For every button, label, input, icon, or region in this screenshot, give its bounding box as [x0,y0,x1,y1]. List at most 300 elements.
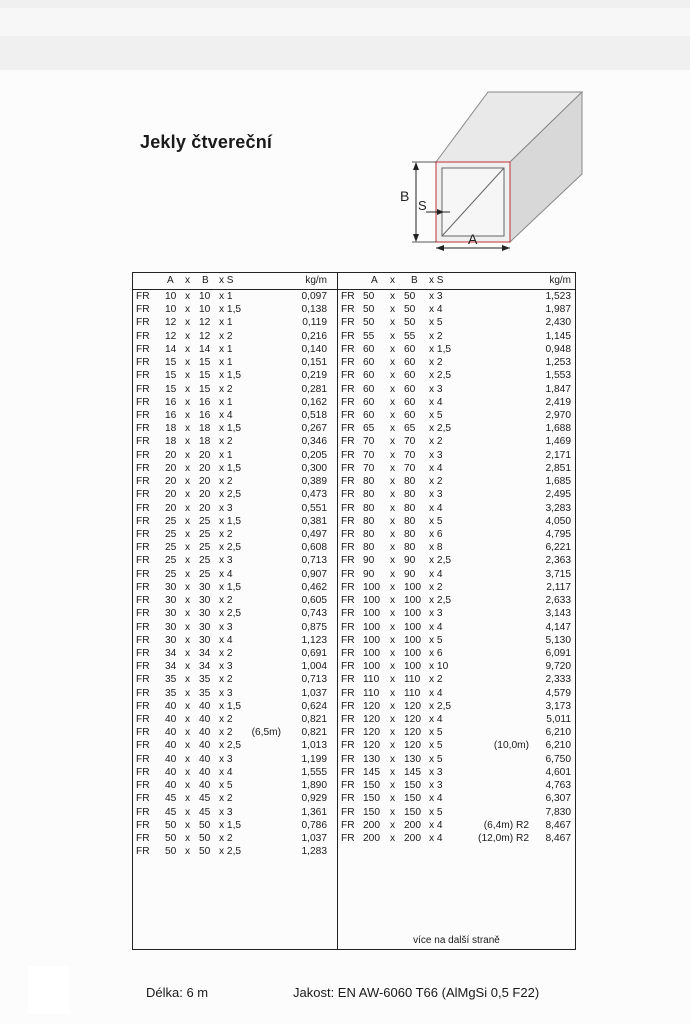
cell-s: x 10 [429,661,449,673]
cell-prefix: FR [341,661,355,673]
cell-s: x 4 [219,766,233,778]
cell-s: x 4 [429,396,443,408]
cell-b: 40 [199,714,211,726]
cell-a: 15 [165,357,177,369]
header-x: x [390,275,395,286]
cell-prefix: FR [341,727,355,739]
cell-prefix: FR [136,357,150,369]
table-row [338,726,575,739]
cell-prefix: FR [136,291,150,302]
table-row [338,515,575,528]
cell-a: 45 [165,806,177,818]
table-row [338,462,575,475]
cell-prefix: FR [341,304,355,316]
cell-b: 14 [199,343,211,355]
cell-s: x 5 [429,740,443,752]
cell-b: 100 [404,634,421,646]
cell-prefix: FR [136,436,150,448]
table-row [133,753,337,766]
table-row [133,581,337,594]
cell-kg: 2,363 [545,555,571,567]
cell-prefix: FR [341,634,355,646]
corner-patch [28,966,70,1014]
cell-a: 150 [363,806,380,818]
cell-b: 150 [404,806,421,818]
cell-prefix: FR [341,515,355,527]
cell-b: 60 [404,409,416,421]
cell-x: x [390,409,396,421]
cell-b: 80 [404,489,416,501]
cell-x: x [390,687,396,699]
cell-kg: 5,011 [546,714,571,726]
table-row [133,554,337,567]
cell-prefix: FR [136,700,150,712]
cell-a: 50 [363,304,375,316]
table-row [338,713,575,726]
cell-s: x 4 [429,568,443,580]
cell-s: x 1,5 [219,462,242,474]
cell-x: x [390,515,396,527]
cell-kg: 0,389 [301,476,327,488]
cell-s: x 1 [219,449,233,461]
table-row [338,792,575,805]
cell-b: 45 [199,806,211,818]
table-row [133,303,337,316]
cell-prefix: FR [136,542,150,554]
cell-a: 50 [363,291,375,302]
cell-a: 110 [363,687,380,699]
cell-x: x [390,595,396,607]
cell-s: x 5 [429,317,443,329]
cell-b: 35 [199,674,211,686]
cell-b: 90 [404,568,416,580]
cell-a: 70 [363,436,375,448]
cell-s: x 6 [429,647,443,659]
table-row [338,673,575,686]
table-row [133,726,337,739]
cell-a: 50 [363,317,375,329]
table-row [338,316,575,329]
cell-b: 60 [404,357,416,369]
table-row [133,700,337,713]
cell-kg: 1,253 [545,357,571,369]
cell-s: x 2 [219,476,233,488]
cell-s: x 5 [219,780,233,792]
cell-kg: 3,143 [545,608,571,620]
cell-kg: 0,624 [301,700,327,712]
cell-x: x [185,317,191,329]
cell-a: 15 [165,370,177,382]
cell-kg: 1,469 [545,436,571,448]
cell-x: x [185,674,191,686]
cell-b: 30 [199,634,211,646]
cell-kg: 1,555 [301,766,327,778]
cell-b: 70 [404,462,416,474]
cell-prefix: FR [341,780,355,792]
cell-kg: 0,219 [301,370,327,382]
cell-prefix: FR [341,330,355,342]
cell-x: x [390,555,396,567]
cell-b: 40 [199,727,211,739]
cell-x: x [390,357,396,369]
cell-a: 55 [363,330,375,342]
cell-s: x 3 [219,806,233,818]
table-row [133,409,337,422]
header-unit: kg/m [305,275,327,286]
cell-kg: 0,138 [301,304,327,316]
cell-prefix: FR [341,436,355,448]
cell-b: 20 [199,489,211,501]
cell-b: 40 [199,753,211,765]
cell-note: (12,0m) R2 [478,833,529,845]
cell-s: x 1 [219,343,233,355]
cell-prefix: FR [341,687,355,699]
cell-s: x 2,5 [219,542,242,554]
cell-prefix: FR [136,330,150,342]
cell-prefix: FR [136,674,150,686]
cell-b: 20 [199,449,211,461]
cell-s: x 2 [219,727,233,739]
cell-s: x 5 [429,634,443,646]
cell-prefix: FR [136,846,150,858]
cell-kg: 1,037 [301,687,327,699]
cell-b: 50 [404,304,416,316]
footer-quality: Jakost: EN AW-6060 T66 (AlMgSi 0,5 F22) [293,985,540,1000]
cell-kg: 0,929 [301,793,327,805]
header-b: B [411,275,418,286]
cell-x: x [185,846,191,858]
cell-prefix: FR [341,766,355,778]
cell-prefix: FR [136,489,150,501]
cell-x: x [185,291,191,302]
cell-a: 25 [165,542,177,554]
cell-kg: 0,948 [545,343,571,355]
cell-b: 16 [199,409,211,421]
header-unit: kg/m [549,275,571,286]
cell-prefix: FR [136,343,150,355]
table-row [338,594,575,607]
cell-a: 110 [363,674,380,686]
cell-kg: 1,523 [545,291,571,302]
cell-a: 80 [363,489,375,501]
cell-prefix: FR [136,608,150,620]
cell-kg: 6,210 [545,740,571,752]
dim-s-label: S [418,198,427,213]
cell-a: 80 [363,542,375,554]
table-row [133,832,337,845]
cell-s: x 2,5 [429,370,452,382]
table-row [338,303,575,316]
cell-x: x [185,489,191,501]
cell-x: x [185,647,191,659]
cell-x: x [185,304,191,316]
cell-s: x 1,5 [219,700,242,712]
cell-s: x 2 [429,476,443,488]
table-row [338,832,575,845]
table-row [133,806,337,819]
cell-prefix: FR [341,542,355,554]
table-row [338,343,575,356]
cell-prefix: FR [136,780,150,792]
cell-x: x [185,687,191,699]
cell-b: 45 [199,793,211,805]
table-row [133,845,337,858]
cell-prefix: FR [136,753,150,765]
cell-s: x 3 [429,766,443,778]
cell-x: x [185,462,191,474]
cell-a: 65 [363,423,375,435]
cell-kg: 2,333 [545,674,571,686]
cell-note: (10,0m) [493,740,529,752]
cell-prefix: FR [341,462,355,474]
cell-x: x [185,608,191,620]
table-row [133,568,337,581]
cell-s: x 2 [219,330,233,342]
cell-kg: 4,147 [545,621,571,633]
cell-kg: 2,495 [545,489,571,501]
header-s: x S [429,275,444,286]
cell-prefix: FR [341,370,355,382]
cell-s: x 1 [219,396,233,408]
cell-b: 70 [404,436,416,448]
table-row [338,739,575,752]
cell-b: 100 [404,608,421,620]
table-row [133,316,337,329]
table-row [338,502,575,515]
cell-a: 10 [165,291,177,302]
cell-b: 12 [199,330,211,342]
cell-x: x [185,700,191,712]
cell-x: x [185,357,191,369]
cell-x: x [390,568,396,580]
cell-x: x [185,343,191,355]
cell-s: x 4 [429,502,443,514]
cell-a: 100 [363,647,380,659]
cell-b: 25 [199,568,211,580]
cell-a: 80 [363,528,375,540]
cell-s: x 2 [219,595,233,607]
cell-note: (6,5m) [251,727,281,739]
table-right-column [338,273,575,949]
header-a: A [167,275,174,286]
cell-b: 40 [199,780,211,792]
cell-s: x 3 [429,449,443,461]
cell-a: 100 [363,634,380,646]
cell-prefix: FR [341,409,355,421]
cell-b: 70 [404,449,416,461]
cell-a: 50 [165,846,177,858]
cell-a: 100 [363,621,380,633]
table-row [133,819,337,832]
cell-s: x 5 [429,727,443,739]
cell-a: 40 [165,700,177,712]
cell-b: 25 [199,528,211,540]
cell-kg: 5,130 [545,634,571,646]
cell-a: 90 [363,555,375,567]
cell-x: x [390,317,396,329]
cell-kg: 2,851 [545,462,571,474]
cell-b: 80 [404,476,416,488]
cell-x: x [390,740,396,752]
cell-a: 18 [165,436,177,448]
dim-b-arrow-bottom [413,234,419,242]
table-row [338,779,575,792]
cell-x: x [185,542,191,554]
table-row [338,647,575,660]
table-row [133,621,337,634]
cell-x: x [390,330,396,342]
cell-b: 10 [199,304,211,316]
dim-b-arrow-top [413,162,419,170]
cell-prefix: FR [136,383,150,395]
cell-prefix: FR [341,714,355,726]
cell-a: 70 [363,462,375,474]
cell-a: 200 [363,819,380,831]
cell-kg: 0,281 [301,383,327,395]
cell-x: x [185,370,191,382]
cell-x: x [390,647,396,659]
cell-x: x [390,608,396,620]
cell-kg: 0,907 [301,568,327,580]
table-row [338,700,575,713]
cell-note: (6,4m) R2 [483,819,529,831]
cell-s: x 2 [429,581,443,593]
cell-prefix: FR [136,793,150,805]
cell-kg: 6,307 [545,793,571,805]
cell-b: 200 [404,833,421,845]
cell-a: 40 [165,740,177,752]
cell-prefix: FR [341,383,355,395]
cell-x: x [390,780,396,792]
table-row [133,502,337,515]
profile-table [132,272,576,950]
cell-x: x [185,383,191,395]
table-row [133,475,337,488]
cell-b: 60 [404,396,416,408]
cell-prefix: FR [341,806,355,818]
table-row [133,449,337,462]
cell-s: x 4 [429,819,443,831]
cell-prefix: FR [136,528,150,540]
cell-b: 80 [404,515,416,527]
dim-a-arrow-right [502,245,510,251]
cell-x: x [185,661,191,673]
cell-kg: 6,210 [545,727,571,739]
table-row [338,409,575,422]
table-row [133,594,337,607]
cell-x: x [185,740,191,752]
cell-s: x 3 [429,489,443,501]
cell-b: 130 [404,753,421,765]
table-row [133,687,337,700]
cell-x: x [390,753,396,765]
cell-a: 120 [363,700,380,712]
cell-s: x 4 [429,714,443,726]
table-row [133,634,337,647]
cell-a: 34 [165,661,177,673]
cell-s: x 3 [429,383,443,395]
page-title: Jekly čtvereční [140,132,273,152]
cell-s: x 1,5 [219,819,242,831]
cell-kg: 1,283 [301,846,327,858]
table-row [338,687,575,700]
cell-x: x [390,727,396,739]
cell-kg: 6,750 [545,753,571,765]
table-row [133,673,337,686]
table-row [133,435,337,448]
cell-b: 150 [404,780,421,792]
cell-prefix: FR [136,396,150,408]
cell-x: x [390,661,396,673]
table-row [133,383,337,396]
cell-x: x [185,502,191,514]
cell-s: x 5 [429,753,443,765]
table-row [338,369,575,382]
cell-x: x [185,528,191,540]
cell-a: 60 [363,343,375,355]
cell-b: 60 [404,370,416,382]
cell-kg: 1,685 [545,476,571,488]
cell-prefix: FR [136,661,150,673]
cell-x: x [390,833,396,845]
cell-prefix: FR [136,581,150,593]
cell-b: 20 [199,462,211,474]
cell-b: 110 [404,674,421,686]
cell-kg: 0,691 [301,647,327,659]
cell-kg: 2,970 [545,409,571,421]
cell-a: 145 [363,766,380,778]
cell-x: x [390,304,396,316]
cell-x: x [185,621,191,633]
cell-a: 50 [165,833,177,845]
cell-a: 25 [165,555,177,567]
cell-kg: 0,300 [301,462,327,474]
cell-prefix: FR [136,462,150,474]
cell-prefix: FR [136,555,150,567]
cell-kg: 0,216 [301,330,327,342]
cell-b: 40 [199,700,211,712]
cell-prefix: FR [136,423,150,435]
cell-kg: 0,119 [302,317,327,329]
dim-a-label: A [468,231,478,247]
cell-x: x [185,793,191,805]
cell-prefix: FR [341,528,355,540]
cell-b: 120 [404,714,421,726]
cell-a: 120 [363,727,380,739]
cell-s: x 1 [219,317,233,329]
cell-kg: 8,467 [545,833,571,845]
cell-b: 55 [404,330,416,342]
cell-b: 25 [199,542,211,554]
cell-s: x 2 [219,528,233,540]
table-row [133,396,337,409]
cell-kg: 1,890 [301,780,327,792]
table-row [133,766,337,779]
table-row [338,621,575,634]
cell-a: 40 [165,714,177,726]
cell-s: x 3 [219,661,233,673]
cell-s: x 4 [219,409,233,421]
cell-kg: 4,601 [545,766,571,778]
cell-s: x 5 [429,409,443,421]
cell-b: 18 [199,423,211,435]
cell-x: x [390,489,396,501]
cell-a: 12 [165,317,177,329]
cell-kg: 1,553 [545,370,571,382]
cell-s: x 1,5 [219,423,242,435]
cell-a: 50 [165,819,177,831]
cell-a: 20 [165,489,177,501]
